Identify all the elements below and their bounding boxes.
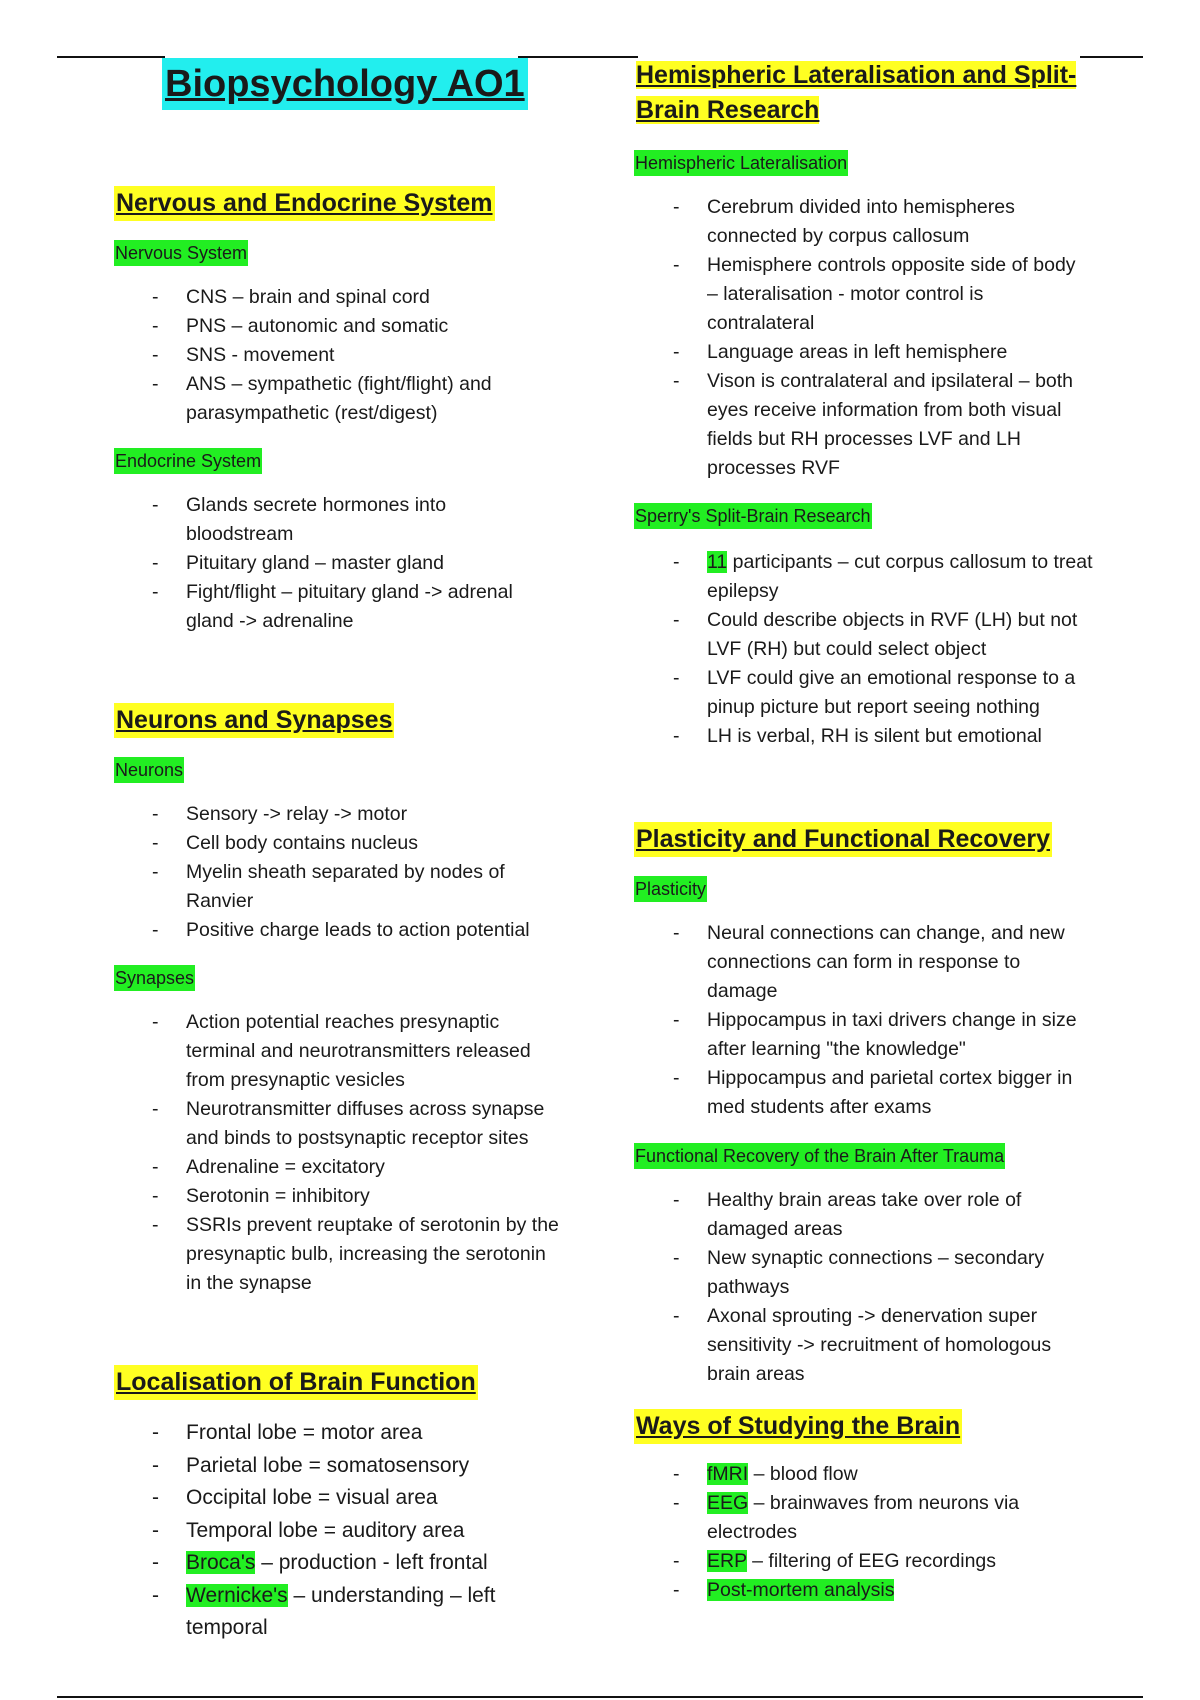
item-text: participants – cut corpus callosum to treat epilepsy	[707, 551, 1093, 602]
subheading-nervous-system: Nervous System	[114, 240, 248, 266]
top-rule-right	[1080, 56, 1143, 58]
list-item: - Positive charge leads to action potential	[186, 916, 556, 945]
section-heading-hemispheric	[634, 58, 1078, 128]
highlight-erp: ERP	[707, 1550, 747, 1572]
list-item	[707, 1489, 1093, 1547]
list-item: - Pituitary gland – master gland	[186, 549, 556, 578]
neurons-list	[186, 800, 556, 945]
ways-of-studying-list	[707, 1460, 1093, 1605]
list-item	[707, 1547, 1093, 1576]
bottom-rule	[57, 1696, 1143, 1698]
list-item: - New synaptic connections – secondary pathways	[707, 1244, 1093, 1302]
list-item: - Hemisphere controls opposite side of body – lateralisation - motor control is contralateral	[707, 251, 1087, 338]
list-item: - Hippocampus and parietal cortex bigger in med students after exams	[707, 1064, 1093, 1122]
list-item: - PNS – autonomic and somatic	[186, 312, 566, 341]
list-item	[707, 548, 1093, 606]
list-item: - CNS – brain and spinal cord	[186, 283, 566, 312]
list-item: - Cerebrum divided into hemispheres connected by corpus callosum	[707, 193, 1087, 251]
list-item	[707, 664, 1093, 722]
list-item	[186, 1417, 556, 1450]
list-item: - Neural connections can change, and new connections can form in response to damage	[707, 919, 1093, 1006]
list-item: - Hippocampus in taxi drivers change in size after learning "the knowledge"	[707, 1006, 1093, 1064]
list-item	[186, 1515, 556, 1548]
highlight-brocas: Broca's	[186, 1551, 256, 1574]
highlight-eeg: EEG	[707, 1492, 749, 1514]
list-item	[186, 1580, 556, 1645]
item-text: – blood flow	[748, 1463, 858, 1485]
list-item: - Glands secrete hormones into bloodstream	[186, 491, 556, 549]
list-item: - Cell body contains nucleus	[186, 829, 556, 858]
subheading-sperry: Sperry's Split-Brain Research	[634, 503, 872, 529]
item-text: LVF could give an emotional response to a pinup picture but report seeing nothing	[707, 667, 1076, 718]
list-item: - Language areas in left hemisphere	[707, 338, 1087, 367]
list-item: - SSRIs prevent reuptake of serotonin by the presynaptic bulb, increasing the serotonin in the synapse	[186, 1211, 566, 1298]
heading-line-1: Hemispheric Lateralisation and Split-	[636, 61, 1077, 89]
highlight-wernickes: Wernicke's	[186, 1583, 288, 1607]
functional-recovery-list	[707, 1186, 1093, 1389]
hemispheric-list	[707, 193, 1087, 483]
nervous-system-list	[186, 283, 566, 428]
highlight-11: 11	[707, 551, 728, 573]
item-text: Could describe objects in RVF (LH) but not LVF (RH) but could select object	[707, 609, 1078, 660]
localisation-list	[186, 1417, 556, 1645]
item-text: LH is verbal, RH is silent but emotional	[707, 725, 1042, 747]
plasticity-list	[707, 919, 1093, 1122]
list-item: - Sensory -> relay -> motor	[186, 800, 556, 829]
list-item: - ANS – sympathetic (fight/flight) and parasympathetic (rest/digest)	[186, 370, 566, 428]
list-item	[186, 1450, 556, 1483]
list-item	[707, 722, 1093, 751]
section-heading-neurons-synapses: Neurons and Synapses	[114, 703, 394, 738]
list-item: - Adrenaline = excitatory	[186, 1153, 566, 1182]
heading-line-2: Brain Research	[636, 96, 820, 124]
list-item	[186, 1547, 556, 1580]
list-item	[707, 1576, 1093, 1605]
list-item	[707, 606, 1093, 664]
item-text: Frontal lobe = motor area	[186, 1421, 423, 1444]
item-text: Temporal lobe = auditory area	[186, 1518, 465, 1542]
list-item: - Vison is contralateral and ipsilateral – both eyes receive information from both visual fields but RH processes LVF and LH processes RVF	[707, 367, 1087, 483]
item-text: – understanding – left temporal	[186, 1583, 496, 1639]
subheading-neurons: Neurons	[114, 757, 184, 783]
list-item	[186, 1482, 556, 1515]
section-heading-ways-of-studying: Ways of Studying the Brain	[634, 1409, 962, 1444]
subheading-hemispheric-lateralisation: Hemispheric Lateralisation	[634, 150, 848, 176]
section-heading-nervous-endocrine: Nervous and Endocrine System	[114, 186, 495, 221]
list-item: - Healthy brain areas take over role of damaged areas	[707, 1186, 1093, 1244]
list-item: - Myelin sheath separated by nodes of Ranvier	[186, 858, 556, 916]
list-item: - Neurotransmitter diffuses across synapse and binds to postsynaptic receptor sites	[186, 1095, 566, 1153]
highlight-fmri: fMRI	[707, 1463, 749, 1485]
sperry-list	[707, 548, 1093, 751]
subheading-endocrine-system: Endocrine System	[114, 448, 262, 474]
list-item	[707, 1460, 1093, 1489]
list-item: - Action potential reaches presynaptic terminal and neurotransmitters released from presynaptic vesicles	[186, 1008, 566, 1095]
page-title: Biopsychology AO1	[162, 58, 528, 110]
highlight-post-mortem: Post-mortem analysis	[707, 1579, 895, 1601]
endocrine-system-list	[186, 491, 556, 636]
list-item: - SNS - movement	[186, 341, 566, 370]
section-heading-plasticity: Plasticity and Functional Recovery	[634, 822, 1052, 857]
subheading-plasticity: Plasticity	[634, 876, 707, 902]
list-item: - Axonal sprouting -> denervation super sensitivity -> recruitment of homologous brain areas	[707, 1302, 1093, 1389]
subheading-functional-recovery: Functional Recovery of the Brain After Trauma	[634, 1143, 1005, 1169]
top-rule-middle	[518, 56, 638, 58]
list-item: - Fight/flight – pituitary gland -> adrenal gland -> adrenaline	[186, 578, 556, 636]
section-heading-localisation: Localisation of Brain Function	[114, 1365, 478, 1400]
item-text: – production - left frontal	[255, 1551, 488, 1574]
top-rule-left	[57, 56, 165, 58]
item-text: Occipital lobe = visual area	[186, 1486, 438, 1509]
item-text: Parietal lobe = somatosensory	[186, 1453, 470, 1477]
item-text: – brainwaves from neurons via electrodes	[707, 1492, 1020, 1543]
item-text: – filtering of EEG recordings	[746, 1550, 997, 1572]
subheading-synapses: Synapses	[114, 965, 195, 991]
list-item: - Serotonin = inhibitory	[186, 1182, 566, 1211]
synapses-list	[186, 1008, 566, 1298]
